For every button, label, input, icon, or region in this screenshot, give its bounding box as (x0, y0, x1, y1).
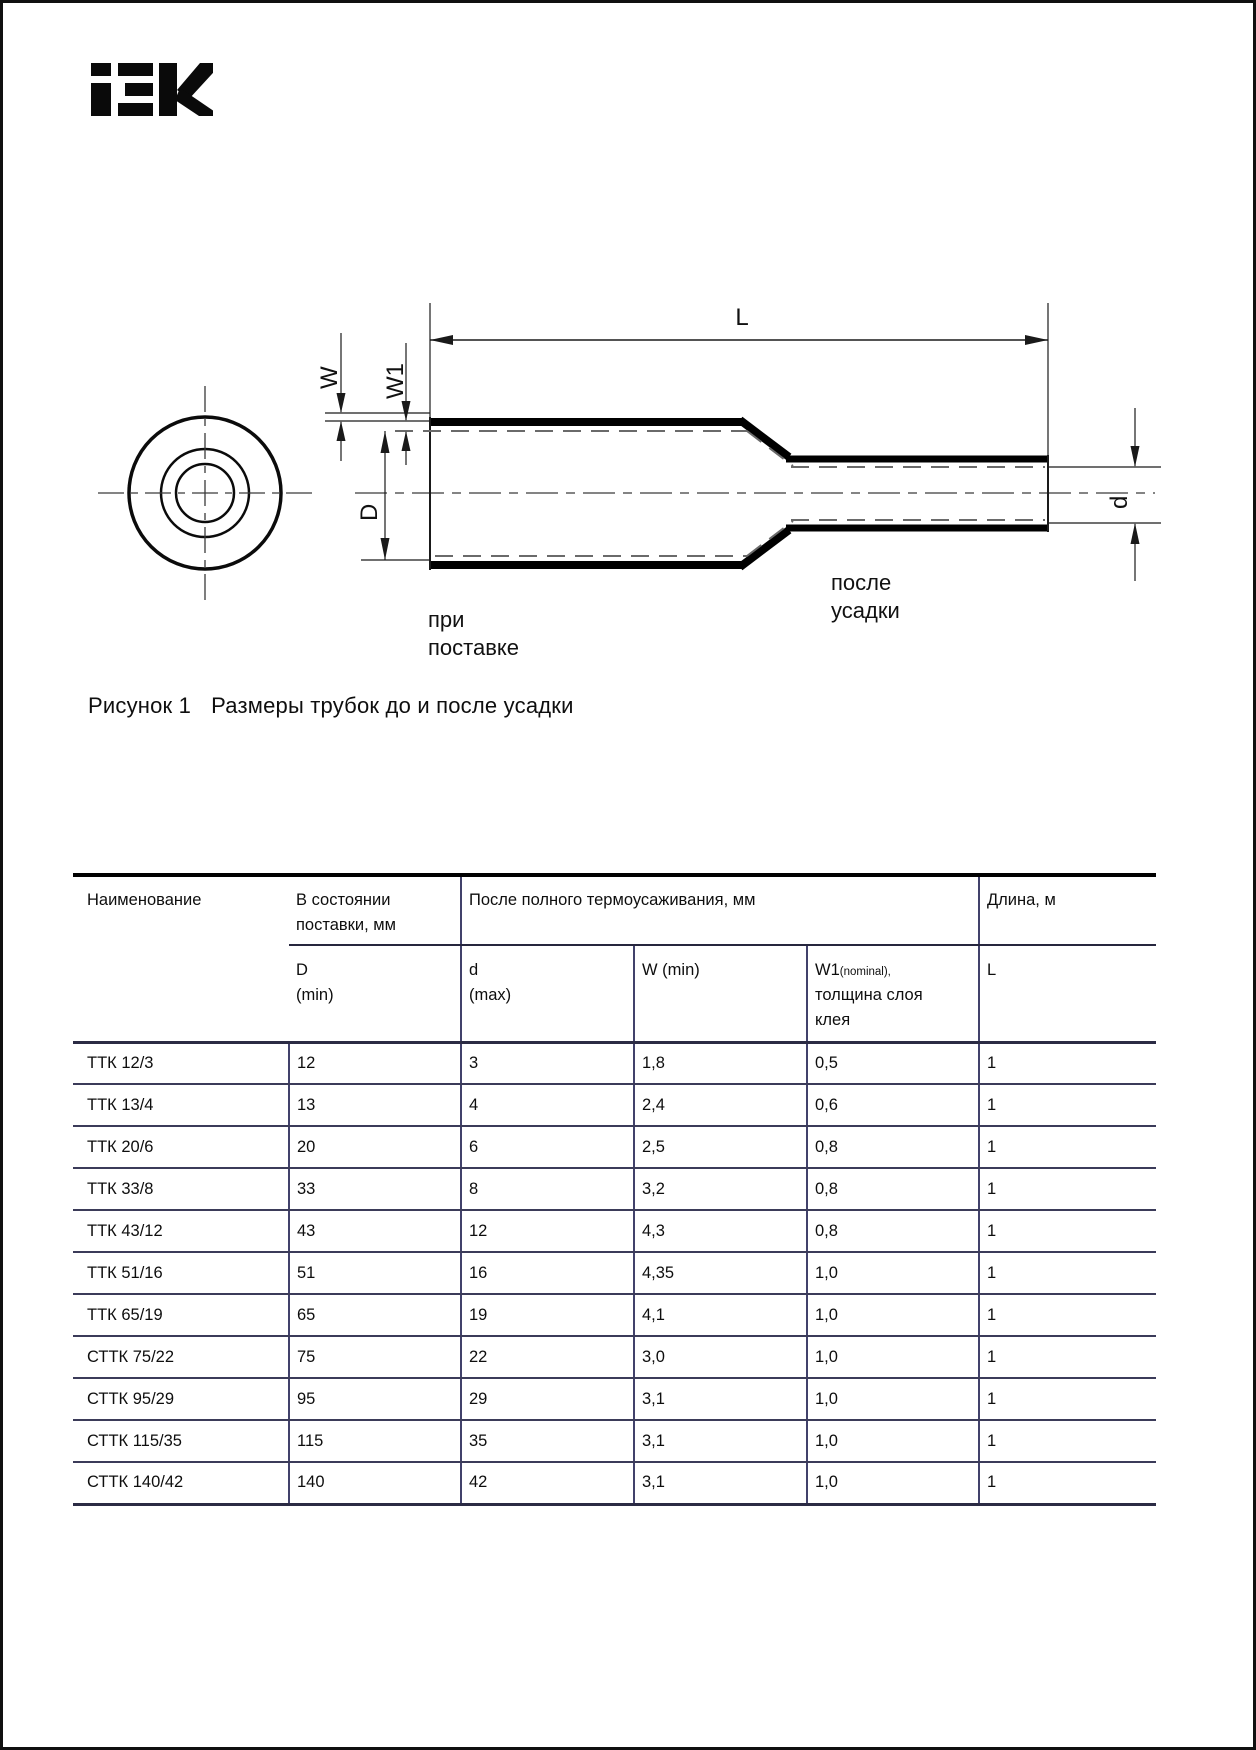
figure-caption-text: Размеры трубок до и после усадки (211, 693, 574, 718)
dimension-D (381, 431, 390, 560)
label-W: W (316, 366, 343, 389)
label-after-shrink-line2: усадки (831, 598, 900, 623)
header-length: Длина, м (979, 875, 1156, 945)
header-after-shrink: После полного термоусаживания, мм (461, 875, 979, 945)
table-row: ТТК 13/4 13 4 2,4 0,6 1 (73, 1084, 1156, 1126)
label-L: L (735, 304, 749, 331)
table-row: ТТК 65/19 65 19 4,1 1,0 1 (73, 1294, 1156, 1336)
label-D: D (356, 503, 383, 521)
header-sub-W: W (min) (634, 945, 807, 1042)
figure-caption-number: Рисунок 1 (88, 693, 192, 718)
table-row: ТТК 51/16 51 16 4,35 1,0 1 (73, 1252, 1156, 1294)
table-header-row-1 (73, 875, 1156, 945)
dimension-W (337, 333, 346, 461)
dimensions-table (73, 873, 1156, 1506)
table-row: СТТК 95/29 95 29 3,1 1,0 1 (73, 1378, 1156, 1420)
header-sub-L: L (979, 945, 1156, 1042)
header-sub-d: d (max) (461, 945, 634, 1042)
header-name: Наименование (73, 875, 289, 1042)
table-row: СТТК 140/42 140 42 3,1 1,0 1 (73, 1462, 1156, 1504)
table-row: ТТК 33/8 33 8 3,2 0,8 1 (73, 1168, 1156, 1210)
shrink-tube-drawing (3, 3, 1256, 763)
header-supply: В состоянии поставки, мм (289, 875, 461, 945)
dimension-W1 (402, 343, 411, 465)
label-as-supplied-line1: при (428, 607, 465, 632)
label-as-supplied-line2: поставке (428, 635, 520, 660)
header-sub-W1: W1(nominal), толщина слоя клея (807, 945, 979, 1042)
label-W1: W1 (382, 363, 409, 399)
table-row: ТТК 43/12 43 12 4,3 0,8 1 (73, 1210, 1156, 1252)
table-row: ТТК 20/6 20 6 2,5 0,8 1 (73, 1126, 1156, 1168)
table-row: ТТК 12/3 12 3 1,8 0,5 1 (73, 1042, 1156, 1084)
label-after-shrink-line1: после (831, 570, 892, 595)
label-d: d (1106, 495, 1133, 509)
tube-side-view (325, 413, 1155, 570)
dimension-d (1048, 408, 1161, 581)
header-sub-D: D (min) (289, 945, 461, 1042)
figure-caption (88, 693, 574, 719)
table-row: СТТК 115/35 115 35 3,1 1,0 1 (73, 1420, 1156, 1462)
table-row: СТТК 75/22 75 22 3,0 1,0 1 (73, 1336, 1156, 1378)
cross-section-view (98, 386, 313, 601)
